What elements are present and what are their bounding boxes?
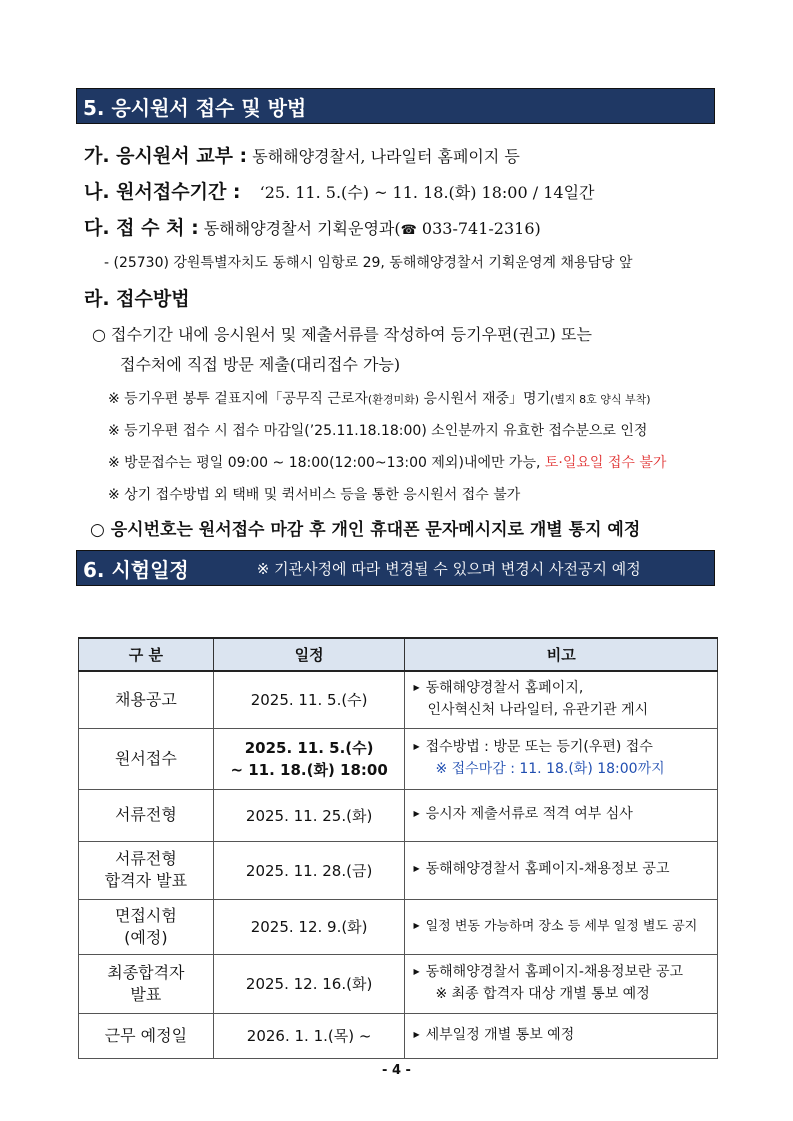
category-line: 합격자 발표 bbox=[104, 871, 188, 890]
category-line: 발표 bbox=[130, 984, 162, 1004]
page-number: - 4 - bbox=[382, 1063, 411, 1078]
row-remarks bbox=[405, 1013, 718, 1058]
header-remarks: 비고 bbox=[405, 638, 718, 671]
item-na-text: ‘25. 11. 5.(수) ~ 11. 18.(화) 18:00 / 14일간 bbox=[259, 183, 595, 202]
remark-text: 인사혁신처 나라일터, 유관기관 게시 bbox=[427, 702, 649, 719]
remark-text: 동해해양경찰서 홈페이지-채용정보란 공고 bbox=[425, 964, 684, 980]
row-category: 원서접수 bbox=[79, 728, 214, 789]
item-da-phone: 033-741-2316) bbox=[421, 219, 541, 238]
item-ga-label: 가. 응시원서 교부 : bbox=[84, 145, 248, 167]
item-ga-text: 동해해양경찰서, 나라일터 홈페이지 등 bbox=[252, 147, 520, 166]
row-category: 근무 예정일 bbox=[79, 1013, 214, 1058]
category-line: 면접시험 bbox=[114, 905, 177, 925]
triangle-bullet-icon: ▶ bbox=[413, 742, 420, 751]
remark-text: ※ 최종 합격자 대상 개별 통보 예정 bbox=[435, 986, 650, 1002]
triangle-bullet-icon: ▶ bbox=[413, 809, 420, 818]
row-category bbox=[79, 899, 214, 954]
address-line: - (25730) 강원특별자치도 동해시 임항로 29, 동해해양경찰서 기획운영계 채용담당 앞 bbox=[104, 255, 633, 271]
item-na-label: 나. 원서접수기간 : bbox=[84, 181, 241, 203]
row-category bbox=[79, 841, 214, 899]
note1-c: 응시원서 재중」명기 bbox=[419, 391, 551, 407]
note3-red: 토·일요일 접수 불가 bbox=[544, 455, 667, 471]
section5-header bbox=[76, 88, 715, 124]
note1-b: (환경미화) bbox=[367, 393, 420, 406]
note1-d: (별지 8호 양식 부착) bbox=[550, 393, 651, 406]
section5-title: 5. 응시원서 접수 및 방법 bbox=[83, 95, 307, 120]
triangle-bullet-icon: ▶ bbox=[413, 864, 420, 873]
row-category bbox=[79, 954, 214, 1013]
remark-text: 일정 변동 가능하며 장소 등 세부 일정 별도 공지 bbox=[425, 918, 698, 934]
row-date: 2026. 1. 1.(목) ~ bbox=[213, 1013, 405, 1058]
triangle-bullet-icon: ▶ bbox=[413, 967, 420, 976]
note3 bbox=[108, 452, 666, 472]
table-row bbox=[79, 899, 718, 954]
triangle-bullet-icon: ▶ bbox=[413, 1029, 420, 1039]
row-remarks bbox=[405, 728, 718, 789]
category-line: 최종합격자 bbox=[107, 962, 185, 982]
row-remarks bbox=[405, 671, 718, 728]
row-remarks bbox=[405, 899, 718, 954]
item-ra-label: 라. 접수방법 bbox=[84, 288, 190, 310]
item-da bbox=[84, 213, 541, 240]
row-remarks bbox=[405, 954, 718, 1013]
category-line: (예정) bbox=[124, 927, 168, 947]
table-row bbox=[79, 789, 718, 841]
row-date: 2025. 12. 16.(화) bbox=[213, 954, 405, 1013]
triangle-bullet-icon: ▶ bbox=[413, 683, 420, 693]
note4: ※ 상기 접수방법 외 택배 및 퀵서비스 등을 통한 응시원서 접수 불가 bbox=[108, 487, 521, 503]
note3-a: ※ 방문접수는 평일 09:00 ~ 18:00(12:00~13:00 제외)내에만 가능, bbox=[108, 455, 545, 471]
row-date: 2025. 11. 5.(수) bbox=[213, 671, 405, 728]
remark-text: 접수방법 : 방문 또는 등기(우편) 접수 bbox=[425, 739, 653, 755]
remark-text: ※ 접수마감 : 11. 18.(화) 18:00까지 bbox=[435, 761, 665, 777]
section6-note: ※ 기관사정에 따라 변경될 수 있으며 변경시 사전공지 예정 bbox=[256, 559, 641, 578]
table-row bbox=[79, 954, 718, 1013]
row-date bbox=[213, 728, 405, 789]
table-row bbox=[79, 728, 718, 789]
table-row bbox=[79, 671, 718, 728]
schedule-table bbox=[78, 637, 718, 1059]
row-date: 2025. 11. 25.(화) bbox=[213, 789, 405, 841]
row-date: 2025. 12. 9.(화) bbox=[213, 899, 405, 954]
remark-text: 세부일정 개별 통보 예정 bbox=[425, 1026, 575, 1043]
header-schedule: 일정 bbox=[213, 638, 405, 671]
bullet2: ○ 응시번호는 원서접수 마감 후 개인 휴대폰 문자메시지로 개별 통지 예정 bbox=[90, 520, 641, 540]
row-category: 채용공고 bbox=[79, 671, 214, 728]
row-remarks bbox=[405, 841, 718, 899]
note1 bbox=[108, 388, 651, 408]
table-header-row bbox=[79, 638, 718, 671]
phone-icon: ☎ bbox=[400, 223, 417, 238]
date-line: ~ 11. 18.(화) 18:00 bbox=[230, 760, 388, 779]
section6-title: 6. 시험일정 bbox=[83, 557, 189, 582]
item-da-text: 동해해양경찰서 기획운영과( bbox=[203, 219, 401, 238]
note2: ※ 등기우편 접수 시 접수 마감일(’25.11.18.18:00) 소인분까지 유효한 접수분으로 인정 bbox=[108, 423, 648, 439]
category-line: 서류전형 bbox=[114, 849, 177, 868]
bullet1-line1: ○ 접수기간 내에 응시원서 및 제출서류를 작성하여 등기우편(권고) 또는 bbox=[92, 325, 592, 344]
date-line: 2025. 11. 5.(수) bbox=[244, 738, 374, 757]
table-row bbox=[79, 1013, 718, 1058]
table-row bbox=[79, 841, 718, 899]
note1-a: ※ 등기우편 봉투 겉표지에「공무직 근로자 bbox=[108, 391, 368, 407]
item-na bbox=[84, 177, 595, 204]
bullet1-line2: 접수처에 직접 방문 제출(대리접수 가능) bbox=[120, 355, 401, 374]
item-ga bbox=[84, 141, 520, 168]
row-category: 서류전형 bbox=[79, 789, 214, 841]
remark-text: 동해해양경찰서 홈페이지, bbox=[425, 680, 584, 697]
item-da-label: 다. 접 수 처 : bbox=[84, 217, 199, 239]
remark-text: 동해해양경찰서 홈페이지-채용정보 공고 bbox=[425, 861, 670, 877]
section6-header bbox=[76, 550, 715, 586]
triangle-bullet-icon: ▶ bbox=[413, 920, 420, 930]
remark-text: 응시자 제출서류로 적격 여부 심사 bbox=[425, 806, 633, 822]
row-remarks bbox=[405, 789, 718, 841]
header-category: 구 분 bbox=[79, 638, 214, 671]
row-date: 2025. 11. 28.(금) bbox=[213, 841, 405, 899]
